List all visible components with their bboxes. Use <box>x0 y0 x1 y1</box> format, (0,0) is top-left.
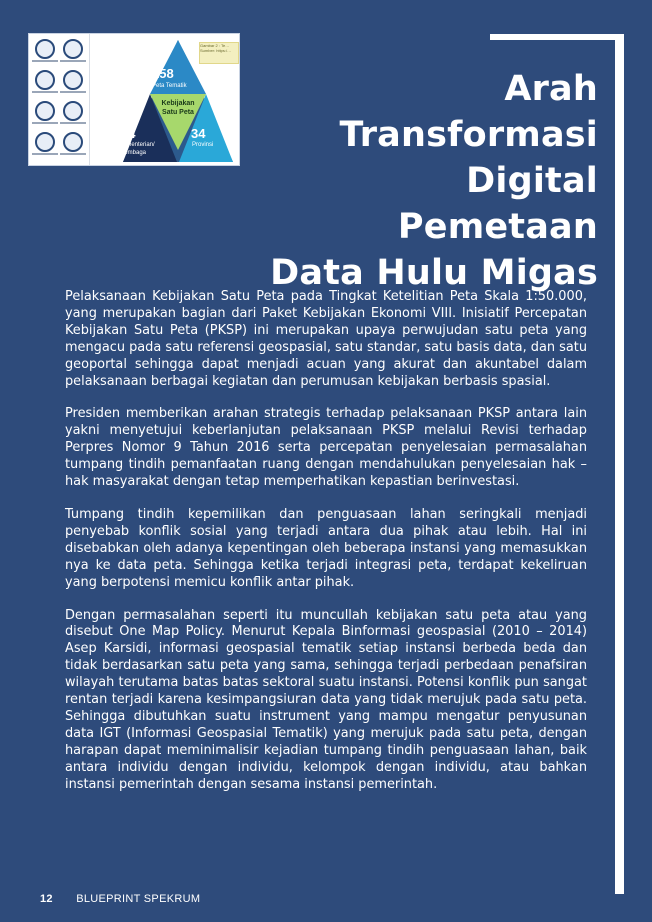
ministry-logo-caption <box>32 122 58 124</box>
kebijakan-label-line2: Satu Peta <box>162 109 194 116</box>
decorative-frame-right <box>615 34 624 894</box>
ministry-logo-icon <box>35 70 55 90</box>
peta-tematik-label: Peta Tematik <box>152 83 187 89</box>
kementerian-label-line2: Lembaga <box>121 150 147 156</box>
ministry-logo-icon <box>35 132 55 152</box>
paragraph: Tumpang tindih kepemilikan dan penguasaan lahan seringkali menjadi penyebab konflik sosial yang terjadi antara dua pihak atau lebih. Hal ini disebabkan oleh adanya kepentingan oleh beberapa instansi yang memasukkan nya ke data peta. Sehingga ketika terjadi integrasi peta, terdapat kekeliruan yang berpotensi memicu konflik antar pihak. <box>65 506 587 590</box>
ministry-logo-icon <box>63 132 83 152</box>
ministry-logo-grid <box>29 34 90 165</box>
decorative-frame-top <box>490 34 624 40</box>
kebijakan-satu-peta-figure <box>29 34 239 165</box>
provinsi-count: 34 <box>191 126 206 141</box>
paragraph: Presiden memberikan arahan strategis terhadap pelaksanaan PKSP antara lain yakni menyetujui keberlanjutan pelaksanaan PKSP melalui Revisi terhadap Perpres Nomor 9 Tahun 2016 serta percepatan penyelesaian permasalahan tumpang tindih pemanfaatan ruang dengan mendahulukan penyelesaian hak – hak masyarakat dengan tetap memperhatikan kepastian berinvestasi. <box>65 406 587 490</box>
ministry-logo-icon <box>35 101 55 121</box>
page-footer <box>40 893 200 905</box>
article-body <box>65 289 587 809</box>
ministry-logo-caption <box>32 153 58 155</box>
ministry-logo-caption <box>32 60 58 62</box>
kementerian-label-line1: Kementerian/ <box>119 142 155 148</box>
page-title <box>258 66 598 296</box>
title-line: Transformasi <box>339 115 598 155</box>
paragraph: Pelaksanaan Kebijakan Satu Peta pada Tingkat Ketelitian Peta Skala 1:50.000, yang merupakan bagian dari Paket Kebijakan Ekonomi VIII. Inisiatif Percepatan Kebijakan Satu Peta (PKSP) ini merupakan upaya perwujudan satu peta yang mengacu pada satu referensi geospasial, satu standar, satu basis data, dan satu geoportal sehingga dapat menjadi acuan yang akurat dan akuntabel dalam pelaksanaan berbagai kegiatan dan perumusan kebijakan berbasis spasial. <box>65 289 587 389</box>
ministry-logo-caption <box>60 91 86 93</box>
title-line: Arah <box>504 69 598 109</box>
page-number: 12 <box>40 893 53 905</box>
ministry-logo-icon <box>63 70 83 90</box>
paragraph: Dengan permasalahan seperti itu muncullah kebijakan satu peta atau yang disebut One Map Policy. Menurut Kepala Binformasi geospasial (2010 – 2014) Asep Karsidi, informasi geospasial tematik setiap instansi berbeda beda dan tidak berdasarkan satu peta yang sama, sehingga terjadi perbedaan penafsiran wilayah terutama batas batas sektoral suatu instansi. Potensi konflik pun sangat rentan terjadi karena kesimpangsiuran data yang tidak merujuk pada satu peta. Sehingga dibutuhkan suatu instrument yang mampu mengatur penyusunan data IGT (Informasi Geospasial Tematik) yang merujuk pada satu peta, dengan harapan dapat meminimalisir kejadian tumpang tindih penguasaan lahan, baik antara individu dengan individu, kelompok dengan individu, atau bahkan instansi pemerintah dengan sesama instansi pemerintah. <box>65 607 587 792</box>
title-line: Digital Pemetaan <box>397 161 598 247</box>
ministry-logo-icon <box>35 39 55 59</box>
provinsi-label: Provinsi <box>192 142 214 148</box>
peta-tematik-count: 158 <box>152 66 174 81</box>
ministry-logo-caption <box>60 153 86 155</box>
ministry-logo-caption <box>60 60 86 62</box>
title-line: Data Hulu Migas <box>270 253 598 293</box>
figure-source-note: Gambar 2 : Te… Sumber: https:/… <box>199 42 239 64</box>
ministry-logo-icon <box>63 39 83 59</box>
ministry-logo-icon <box>63 101 83 121</box>
publication-name: BLUEPRINT SPEKRUM <box>76 893 201 905</box>
kebijakan-label-line1: Kebijakan <box>161 100 195 107</box>
ministry-logo-caption <box>60 122 86 124</box>
ministry-logo-caption <box>32 91 58 93</box>
kementerian-count: 24 <box>121 126 136 141</box>
